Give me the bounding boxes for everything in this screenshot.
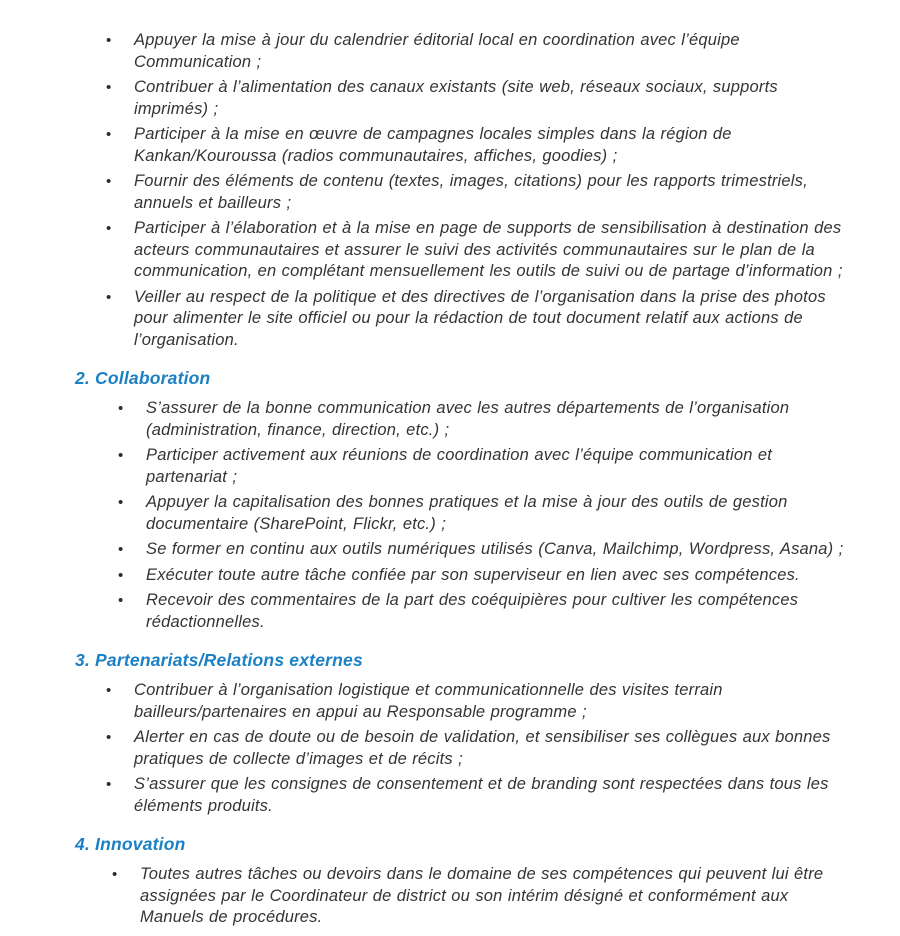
- bullet-icon: •: [106, 79, 112, 96]
- bullet-text: Appuyer la mise à jour du calendrier éditorial local en coordination avec l’équipe Communication ;: [134, 31, 740, 71]
- bullet-icon: •: [118, 592, 124, 609]
- list-item: [118, 590, 845, 633]
- bullet-list: [75, 680, 845, 817]
- bullet-list: [75, 864, 845, 929]
- bullet-text: S’assurer que les consignes de consentement et de branding sont respectées dans tous les éléments produits.: [134, 775, 829, 815]
- bullet-text: Toutes autres tâches ou devoirs dans le domaine de ses compétences qui peuvent lui être assignées par le Coordinateur de district ou son intérim désigné et conformément aux Manuels de procédures.: [140, 865, 824, 926]
- list-item: [118, 398, 845, 441]
- section-partenariats-relations-externes: [75, 649, 845, 817]
- section-heading: 3. Partenariats/Relations externes: [75, 650, 363, 670]
- list-item: [118, 539, 845, 561]
- bullet-text: Appuyer la capitalisation des bonnes pratiques et la mise à jour des outils de gestion documentaire (SharePoint, Flickr, etc.) ;: [146, 493, 788, 533]
- list-item: [106, 77, 845, 120]
- list-item: [106, 680, 845, 723]
- bullet-icon: •: [112, 866, 118, 883]
- bullet-list: [75, 30, 845, 351]
- bullet-icon: •: [106, 729, 112, 746]
- bullet-text: Participer à l’élaboration et à la mise en page de supports de sensibilisation à destination des acteurs communautaires et assurer le suivi des activités communautaires sur le plan de la communication, en complétant mensuellement les outils de suivi ou de partage d’information ;: [134, 219, 843, 280]
- section-heading: 2. Collaboration: [75, 368, 211, 388]
- bullet-icon: •: [118, 541, 124, 558]
- bullet-icon: •: [118, 400, 124, 417]
- bullet-list: [75, 398, 845, 633]
- bullet-icon: •: [106, 682, 112, 699]
- bullet-text: Participer à la mise en œuvre de campagnes locales simples dans la région de Kankan/Kouroussa (radios communautaires, affiches, goodies) ;: [134, 125, 732, 165]
- bullet-icon: •: [106, 32, 112, 49]
- list-item: [118, 492, 845, 535]
- list-item: [112, 864, 845, 929]
- bullet-text: Fournir des éléments de contenu (textes, images, citations) pour les rapports trimestriels, annuels et bailleurs ;: [134, 172, 808, 212]
- bullet-icon: •: [106, 173, 112, 190]
- bullet-text: Contribuer à l’organisation logistique et communicationnelle des visites terrain bailleurs/partenaires en appui au Responsable programme ;: [134, 681, 723, 721]
- bullet-text: Alerter en cas de doute ou de besoin de validation, et sensibiliser ses collègues aux bonnes pratiques de collecte d’images et de récits ;: [134, 728, 831, 768]
- bullet-icon: •: [106, 126, 112, 143]
- bullet-text: Contribuer à l’alimentation des canaux existants (site web, réseaux sociaux, supports imprimés) ;: [134, 78, 778, 118]
- list-item: [118, 445, 845, 488]
- bullet-text: Exécuter toute autre tâche confiée par son superviseur en lien avec ses compétences.: [146, 565, 800, 584]
- list-item: [106, 774, 845, 817]
- section-heading: 4. Innovation: [75, 834, 186, 854]
- list-item: [106, 30, 845, 73]
- bullet-text: Veiller au respect de la politique et des directives de l’organisation dans la prise des photos pour alimenter le site officiel ou pour la rédaction de tout document relatif aux actions de l’organisation.: [134, 287, 826, 349]
- section-innovation: [75, 833, 845, 929]
- bullet-icon: •: [106, 288, 112, 306]
- bullet-icon: •: [118, 494, 124, 511]
- list-item: [118, 565, 845, 587]
- bullet-text: S’assurer de la bonne communication avec les autres départements de l’organisation (administration, finance, direction, etc.) ;: [146, 399, 790, 439]
- list-item: [106, 727, 845, 770]
- section-communication-tasks: [75, 30, 845, 351]
- bullet-text: Recevoir des commentaires de la part des coéquipières pour cultiver les compétences rédactionnelles.: [146, 591, 799, 631]
- bullet-icon: •: [106, 776, 112, 793]
- bullet-icon: •: [106, 220, 112, 237]
- list-item: [106, 124, 845, 167]
- bullet-text: Se former en continu aux outils numériques utilisés (Canva, Mailchimp, Wordpress, Asana) ;: [146, 540, 844, 558]
- list-item: [106, 287, 845, 352]
- bullet-icon: •: [118, 566, 124, 584]
- section-collaboration: [75, 367, 845, 633]
- bullet-icon: •: [118, 447, 124, 464]
- bullet-text: Participer activement aux réunions de coordination avec l’équipe communication et partenariat ;: [146, 446, 773, 486]
- list-item: [106, 171, 845, 214]
- list-item: [106, 218, 845, 283]
